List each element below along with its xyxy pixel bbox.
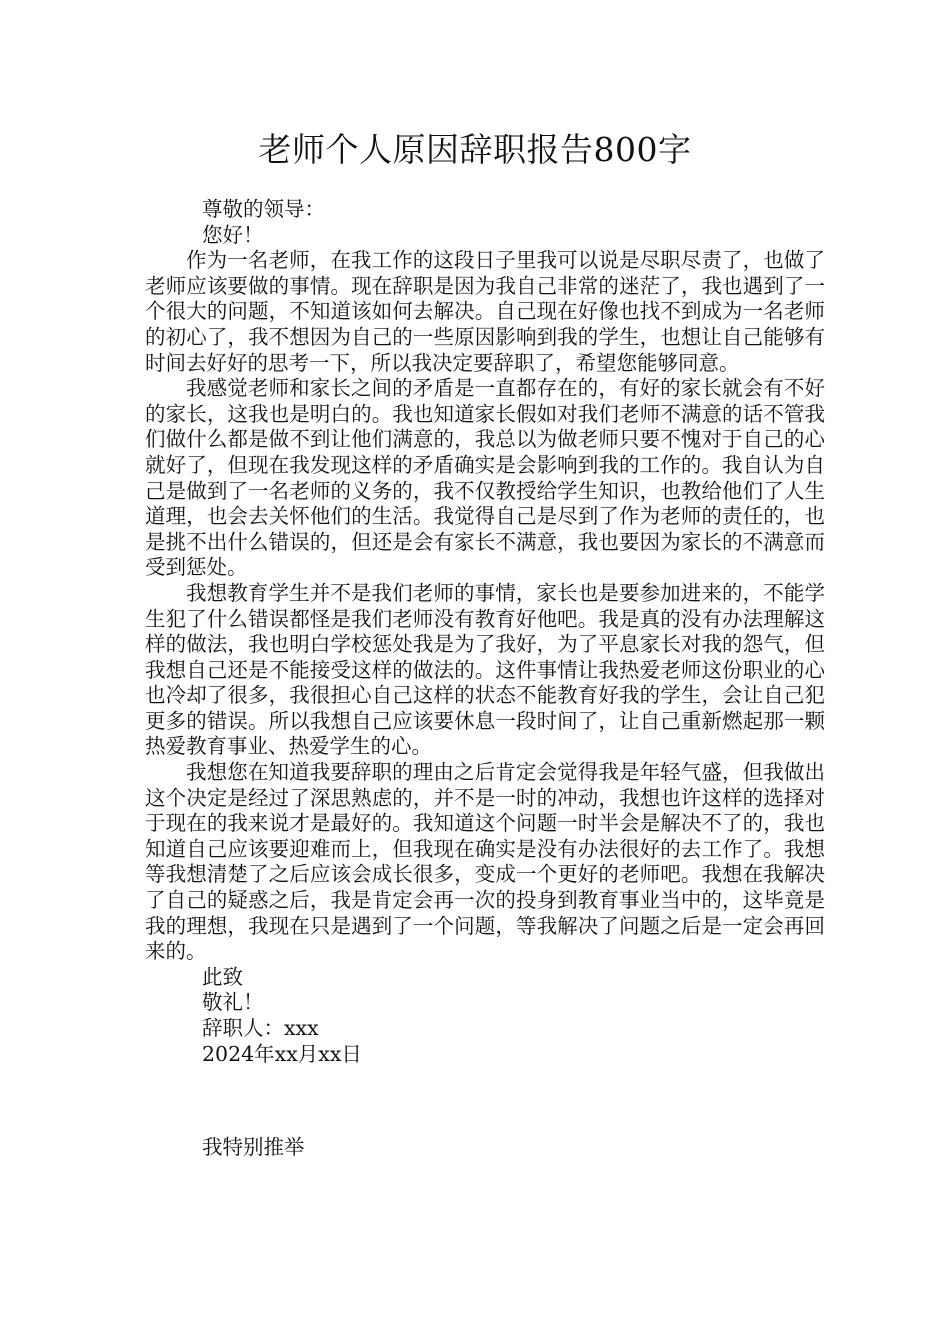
closing-phrase: 此致 bbox=[202, 964, 243, 989]
signature: 辞职人：xxx bbox=[202, 1016, 319, 1040]
document-body bbox=[145, 197, 825, 1161]
salutation: 尊敬的领导： bbox=[202, 197, 325, 221]
paragraph-2: 我感觉老师和家长之间的矛盾是一直都存在的，有好的家长就会有不好的家长，这我也是明白的。我也知道家长假如对我们老师不满意的话不管我们做什么都是做不到让他们满意的，我总以为做老师只要不愧对于自己的心就好了，但现在我发现这样的矛盾确实是会影响到我的工作的。我自认为自己是做到了一名老师的义务的，我不仅教授给学生知识，也教给他们了人生道理，也会去关怀他们的生活。我觉得自己是尽到了作为老师的责任的，也是挑不出什么错误的，但还是会有家长不满意，我也要因为家长的不满意而受到惩处。 bbox=[145, 376, 825, 580]
paragraph-4: 我想您在知道我要辞职的理由之后肯定会觉得我是年轻气盛，但我做出这个决定是经过了深思熟虑的，并不是一时的冲动，我想也许这样的选择对于现在的我来说才是最好的。我知道这个问题一时半会是解决不了的，我也知道自己应该要迎难而上，但我现在确实是没有办法很好的去工作了。我想等我想清楚了之后应该会成长很多，变成一个更好的老师吧。我想在我解决了自己的疑惑之后，我是肯定会再一次的投身到教育事业当中的，这毕竟是我的理想，我现在只是遇到了一个问题，等我解决了问题之后是一定会再回来的。 bbox=[145, 760, 825, 964]
footer-text: 我特别推举 bbox=[202, 1135, 305, 1160]
greeting: 您好！ bbox=[202, 222, 264, 247]
paragraph-1: 作为一名老师，在我工作的这段日子里我可以说是尽职尽责了，也做了老师应该要做的事情。现在辞职是因为我自己非常的迷茫了，我也遇到了一个很大的问题，不知道该如何去解决。自己现在好像也找不到成为一名老师的初心了，我不想因为自己的一些原因影响到我的学生，也想让自己能够有时间去好好的思考一下，所以我决定要辞职了，希望您能够同意。 bbox=[145, 248, 825, 375]
closing-salute: 敬礼！ bbox=[202, 990, 264, 1015]
paragraph-3: 我想教育学生并不是我们老师的事情，家长也是要参加进来的，不能学生犯了什么错误都怪是我们老师没有教育好他吧。我是真的没有办法理解这样的做法，我也明白学校惩处我是为了我好，为了平息家长对我的怨气，但我想自己还是不能接受这样的做法的。这件事情让我热爱老师这份职业的心也冷却了很多，我很担心自己这样的状态不能教育好我的学生，会让自己犯更多的错误。所以我想自己应该要休息一段时间了，让自己重新燃起那一颗热爱教育事业、热爱学生的心。 bbox=[145, 580, 825, 759]
document-title: 老师个人原因辞职报告800字 bbox=[258, 130, 692, 169]
blank-space bbox=[145, 1067, 825, 1135]
date: 2024年xx月xx日 bbox=[202, 1041, 362, 1066]
